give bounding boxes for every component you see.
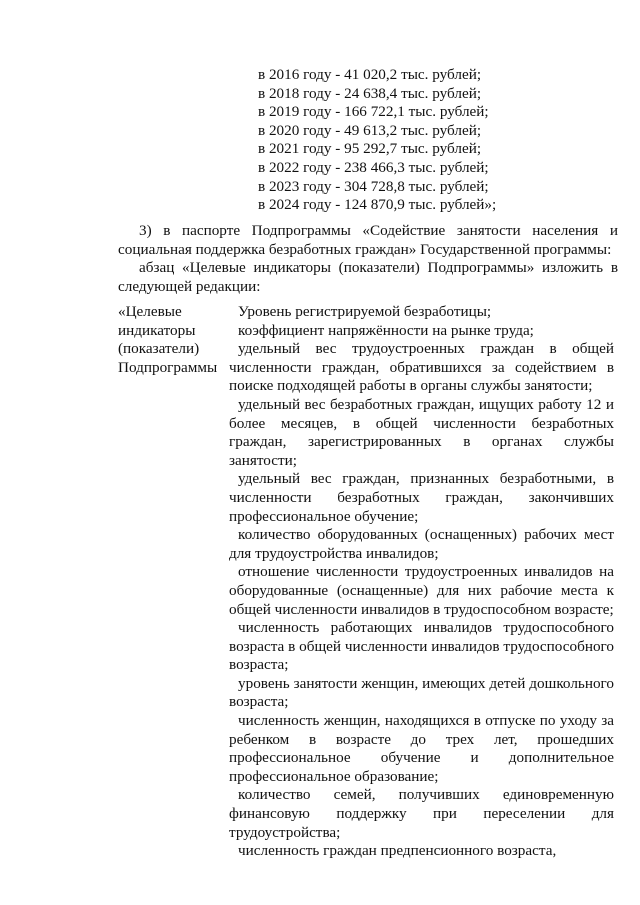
funding-year-item: в 2021 году - 95 292,7 тыс. рублей; xyxy=(258,140,482,158)
indicator-item: количество оборудованных (оснащенных) рабочих мест для трудоустройства инвалидов; xyxy=(229,526,614,562)
indicator-item: удельный вес безработных граждан, ищущих работу 12 и более месяцев, в общей численности безработных граждан, зарегистрированных в органах службы занятости; xyxy=(229,395,614,469)
funding-year-item: в 2023 году - 304 728,8 тыс. рублей; xyxy=(258,177,489,195)
indicator-item: удельный вес граждан, признанных безработными, в численности безработных граждан, закончивших профессиональное обучение; xyxy=(229,470,614,525)
indicator-item: отношение численности трудоустроенных инвалидов на оборудованные (оснащенные) для них рабочие места к общей численности инвалидов в трудоспособном возрасте; xyxy=(229,563,614,618)
label-line: (показатели) xyxy=(118,340,200,358)
indicator-item: количество семей, получивших единовременную финансовую поддержку при переселении для трудоустройства; xyxy=(229,786,614,841)
indicator-item: коэффициент напряжённости на рынке труда; xyxy=(238,321,534,339)
amendment-instruction-paragraph: абзац «Целевые индикаторы (показатели) Подпрограммы» изложить в следующей редакции: xyxy=(118,259,618,295)
indicator-item: численность работающих инвалидов трудоспособного возраста в общей численности инвалидов трудоспособного возраста; xyxy=(229,619,614,674)
indicators-label-cell xyxy=(118,303,218,377)
indicators-content-cell xyxy=(229,303,614,861)
funding-by-year-list xyxy=(258,66,496,215)
funding-year-item: в 2022 году - 238 466,3 тыс. рублей; xyxy=(258,158,489,176)
indicator-item: уровень занятости женщин, имеющих детей дошкольного возраста; xyxy=(229,674,614,711)
indicator-item: Уровень регистрируемой безработицы; xyxy=(238,303,492,320)
label-line: Подпрограммы xyxy=(118,358,218,376)
indicator-item: численность граждан предпенсионного возраста, xyxy=(238,842,557,860)
funding-year-item: в 2019 году - 166 722,1 тыс. рублей; xyxy=(258,103,489,121)
label-line: индикаторы xyxy=(118,321,196,339)
label-line: «Целевые xyxy=(118,303,182,320)
funding-year-item: в 2020 году - 49 613,2 тыс. рублей; xyxy=(258,121,482,139)
indicator-item: численность женщин, находящихся в отпуске по уходу за ребенком в возрасте до трех лет, прошедших профессиональное обучение и дополнительное профессиональное образование; xyxy=(229,712,614,785)
funding-year-item: в 2024 году - 124 870,9 тыс. рублей»; xyxy=(258,196,497,214)
indicator-item: удельный вес трудоустроенных граждан в общей численности граждан, обратившихся за содействием в поиске подходящей работы в органы службы занятости; xyxy=(229,340,614,395)
funding-year-item: в 2016 году - 41 020,2 тыс. рублей; xyxy=(258,66,482,83)
funding-year-item: в 2018 году - 24 638,4 тыс. рублей; xyxy=(258,84,482,102)
amendment-paragraph-3: 3) в паспорте Подпрограммы «Содействие занятости населения и социальная поддержка безработных граждан» Государственной программы: xyxy=(118,222,618,258)
